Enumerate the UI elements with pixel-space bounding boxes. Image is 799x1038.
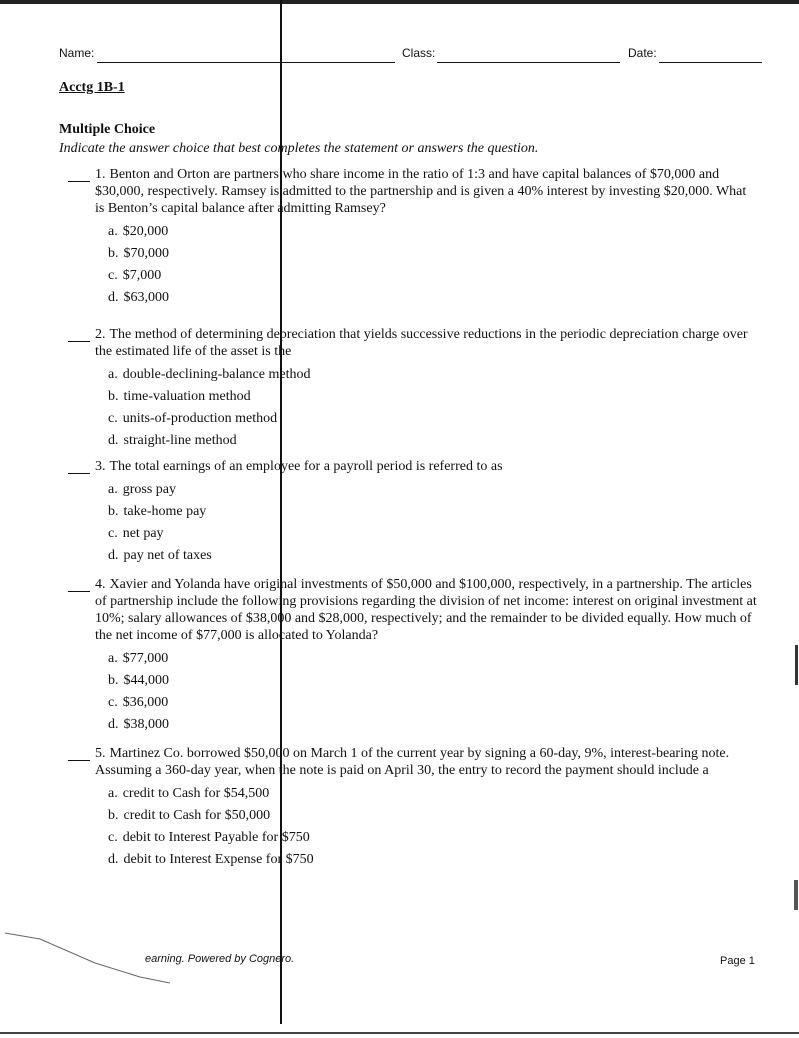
choice-a[interactable] [108, 221, 758, 243]
date-label: Date: [628, 46, 657, 60]
choice-letter: c. [108, 695, 118, 710]
choice-letter: a. [108, 224, 118, 239]
choice-b[interactable] [108, 670, 758, 692]
choice-a[interactable] [108, 479, 758, 501]
answer-blank[interactable] [68, 473, 90, 474]
choice-letter: a. [108, 367, 118, 382]
question-stem: Benton and Orton are partners who share income in the ratio of 1:3 and have capital balances of $70,000 and $30,000, respectively. Ramsey is admitted to the partnership and is given a 40% interest by investing $20,000. What is Benton’s capital balance after admitting Ramsey? [95, 167, 747, 216]
choice-letter: a. [108, 786, 118, 801]
question-stem: Xavier and Yolanda have original investments of $50,000 and $100,000, respectively, in a partnership. The articles of partnership include the following provisions regarding the division of net income: interest on original investment at 10%; salary allowances of $38,000 and $28,000, respectively; and the remainder to be divided equally. How much of the net income of $77,000 is allocated to Yolanda? [95, 577, 757, 643]
scan-smudge [794, 880, 798, 910]
choice-text: net pay [122, 526, 164, 541]
page-number: Page 1 [720, 955, 755, 967]
scan-smudge [795, 645, 798, 685]
choice-text: straight-line method [123, 433, 237, 448]
choice-c[interactable] [108, 265, 758, 287]
choice-text: $63,000 [123, 290, 169, 305]
choice-list [108, 648, 758, 736]
answer-blank[interactable] [68, 760, 90, 761]
choice-text: $70,000 [123, 246, 169, 261]
choice-letter: d. [108, 433, 119, 448]
section-instructions: Indicate the answer choice that best completes the statement or answers the question. [59, 141, 539, 156]
choice-list [108, 479, 758, 567]
question-1 [68, 166, 758, 309]
choice-text: $36,000 [122, 695, 169, 710]
choice-letter: d. [108, 852, 119, 867]
choice-text: debit to Interest Payable for $750 [122, 830, 310, 845]
date-field-line[interactable] [659, 62, 762, 63]
question-number: 4. [95, 577, 106, 592]
question-4 [68, 576, 758, 736]
top-border [0, 0, 799, 4]
question-number: 2. [95, 327, 106, 342]
choice-d[interactable] [108, 287, 758, 309]
name-label: Name: [59, 46, 95, 60]
question-5 [68, 745, 758, 871]
choice-text: time-valuation method [123, 389, 251, 404]
choice-text: credit to Cash for $50,000 [123, 808, 271, 823]
choice-d[interactable] [108, 430, 758, 452]
footer-credit: earning. Powered by Cognero. [145, 953, 295, 965]
choice-letter: c. [108, 268, 118, 283]
answer-blank[interactable] [68, 591, 90, 592]
choice-c[interactable] [108, 523, 758, 545]
choice-letter: c. [108, 830, 118, 845]
choice-list [108, 783, 758, 871]
choice-text: $38,000 [123, 717, 169, 732]
choice-letter: b. [108, 673, 119, 688]
name-field-line[interactable] [97, 62, 395, 63]
choice-text: pay net of taxes [123, 548, 212, 563]
question-text [95, 326, 758, 360]
question-3 [68, 458, 758, 567]
choice-list [108, 221, 758, 309]
question-text [95, 576, 758, 644]
question-number: 5. [95, 746, 106, 761]
choice-a[interactable] [108, 783, 758, 805]
choice-b[interactable] [108, 805, 758, 827]
answer-blank[interactable] [68, 341, 90, 342]
choice-text: double-declining-balance method [122, 367, 311, 382]
choice-text: gross pay [122, 482, 176, 497]
question-text [95, 458, 758, 475]
choice-letter: d. [108, 290, 119, 305]
choice-text: $20,000 [122, 224, 169, 239]
choice-letter: b. [108, 246, 119, 261]
choice-d[interactable] [108, 714, 758, 736]
choice-d[interactable] [108, 849, 758, 871]
choice-letter: b. [108, 389, 119, 404]
choice-letter: c. [108, 526, 118, 541]
choice-letter: b. [108, 504, 119, 519]
bottom-border [0, 1032, 799, 1034]
choice-a[interactable] [108, 648, 758, 670]
choice-text: units-of-production method [122, 411, 278, 426]
choice-letter: a. [108, 651, 118, 666]
choice-b[interactable] [108, 386, 758, 408]
choice-letter: d. [108, 548, 119, 563]
choice-text: $44,000 [123, 673, 169, 688]
choice-c[interactable] [108, 692, 758, 714]
question-number: 1. [95, 167, 106, 182]
question-stem: The method of determining depreciation that yields successive reductions in the periodic depreciation charge over the estimated life of the asset is the [95, 327, 748, 359]
question-2 [68, 326, 758, 452]
choice-letter: a. [108, 482, 118, 497]
class-field-line[interactable] [437, 62, 620, 63]
class-label: Class: [402, 46, 436, 60]
section-title: Multiple Choice [59, 122, 156, 137]
choice-c[interactable] [108, 408, 758, 430]
question-number: 3. [95, 459, 106, 474]
choice-b[interactable] [108, 243, 758, 265]
choice-text: $77,000 [122, 651, 169, 666]
choice-letter: b. [108, 808, 119, 823]
question-text [95, 745, 758, 779]
question-stem: Martinez Co. borrowed $50,000 on March 1 of the current year by signing a 60-day, 9%, interest-bearing note. Assuming a 360-day year, when the note is paid on April 30, the entry to record the payment should include a [95, 746, 730, 778]
course-title: Acctg 1B-1 [59, 80, 125, 95]
choice-text: credit to Cash for $54,500 [122, 786, 270, 801]
choice-list [108, 364, 758, 452]
question-stem: The total earnings of an employee for a payroll period is referred to as [109, 459, 503, 474]
answer-blank[interactable] [68, 181, 90, 182]
choice-text: $7,000 [122, 268, 162, 283]
choice-letter: c. [108, 411, 118, 426]
question-text [95, 166, 758, 217]
choice-a[interactable] [108, 364, 758, 386]
choice-letter: d. [108, 717, 119, 732]
choice-d[interactable] [108, 545, 758, 567]
choice-text: debit to Interest Expense for $750 [123, 852, 314, 867]
choice-c[interactable] [108, 827, 758, 849]
choice-text: take-home pay [123, 504, 207, 519]
choice-b[interactable] [108, 501, 758, 523]
